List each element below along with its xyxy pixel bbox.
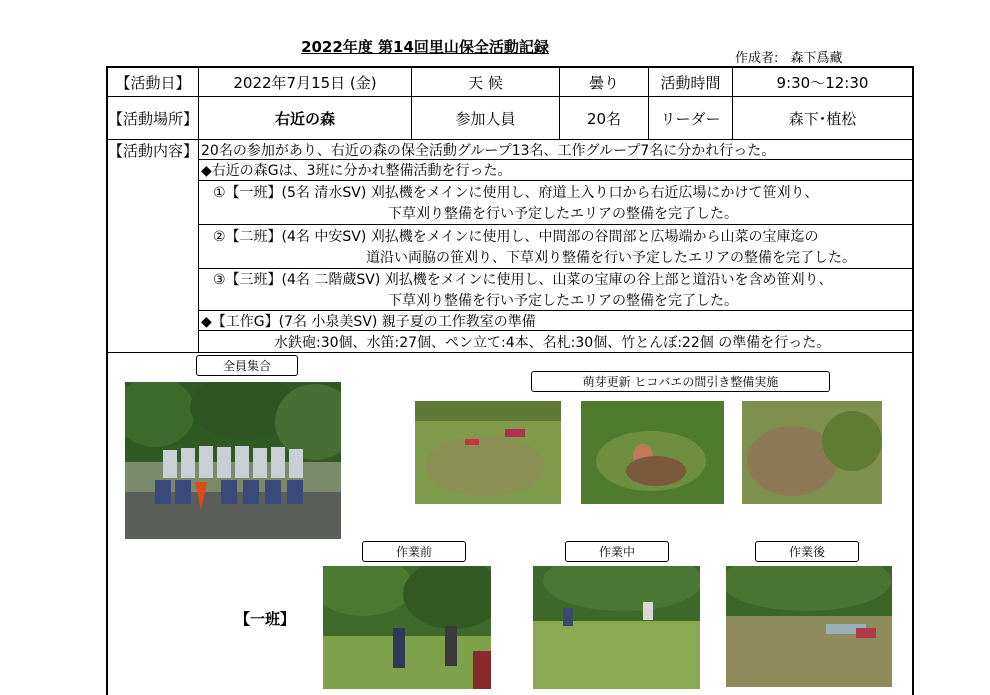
group-photo-caption: 全員集合 — [196, 355, 298, 376]
place-label: 【活動場所】 — [108, 109, 198, 128]
content-label: 【活動内容】 — [108, 141, 198, 160]
sprout-caption: 萌芽更新 ヒコバエの間引き整備実施 — [531, 371, 830, 392]
content-line-10: 水鉄砲:30個、水笛:27個、ペン立て:4本、名札:30個、竹とんぼ:22個 の準備を行った。 — [274, 334, 831, 351]
team1-label: 【一班】 — [234, 609, 295, 628]
leader-value: 森下･植松 — [788, 109, 857, 128]
team1-before-photo — [323, 566, 491, 689]
time-label: 活動時間 — [660, 73, 721, 92]
content-line-8: 下草刈り整備を行い予定したエリアの整備を完了した。 — [388, 292, 738, 309]
content-line-1: 20名の参加があり、右近の森の保全活動グループ13名、工作グループ7名に分かれ行った。 — [201, 142, 776, 159]
content-line-7: ③【三班】(4名 二階蔵SV) 刈払機をメインに使用し、山菜の宝庫の谷上部と道沿いを含め笹刈り、 — [213, 272, 833, 288]
sprout-photo-2 — [581, 401, 724, 504]
content-line-6: 道沿い両脇の笹刈り、下草刈り整備を行い予定したエリアの整備を完了した。 — [366, 250, 856, 266]
date-value: 2022年7月15日 (金) — [233, 73, 377, 92]
group-photo — [125, 382, 341, 539]
time-value: 9:30～12:30 — [776, 73, 869, 92]
weather-label: 天 候 — [468, 73, 503, 92]
participants-value: 20名 — [586, 109, 622, 128]
author-name: 森下爲藏 — [790, 51, 843, 66]
team1-after-photo — [726, 566, 892, 687]
content-line-2: ◆右近の森Gは、3班に分かれ整備活動を行った。 — [201, 163, 512, 179]
participants-label: 参加人員 — [455, 109, 516, 128]
content-line-9: ◆【工作G】(7名 小泉美SV) 親子夏の工作教室の準備 — [201, 313, 536, 330]
author — [735, 47, 843, 66]
content-line-3: ①【一班】(5名 清水SV) 刈払機をメインに使用し、府道上入り口から右近広場にかけて笹刈り、 — [213, 184, 819, 201]
team1-during-photo — [533, 566, 700, 689]
sprout-photo-1 — [415, 401, 561, 504]
during-caption: 作業中 — [565, 541, 669, 562]
weather-value: 曇り — [588, 73, 619, 92]
page-title: 2022年度 第14回里山保全活動記録 — [301, 38, 549, 56]
content-line-4: 下草刈り整備を行い予定したエリアの整備を完了した。 — [388, 206, 738, 222]
after-caption: 作業後 — [755, 541, 859, 562]
author-label: 作成者: — [735, 51, 779, 66]
date-label: 【活動日】 — [115, 73, 191, 92]
sprout-photo-3 — [742, 401, 882, 504]
content-line-5: ②【二班】(4名 中安SV) 刈払機をメインに使用し、中間部の谷間部と広場端から山菜の宝庫迄の — [213, 228, 819, 245]
place-value: 右近の森 — [274, 109, 335, 128]
leader-label: リーダー — [660, 109, 721, 128]
before-caption: 作業前 — [362, 541, 466, 562]
